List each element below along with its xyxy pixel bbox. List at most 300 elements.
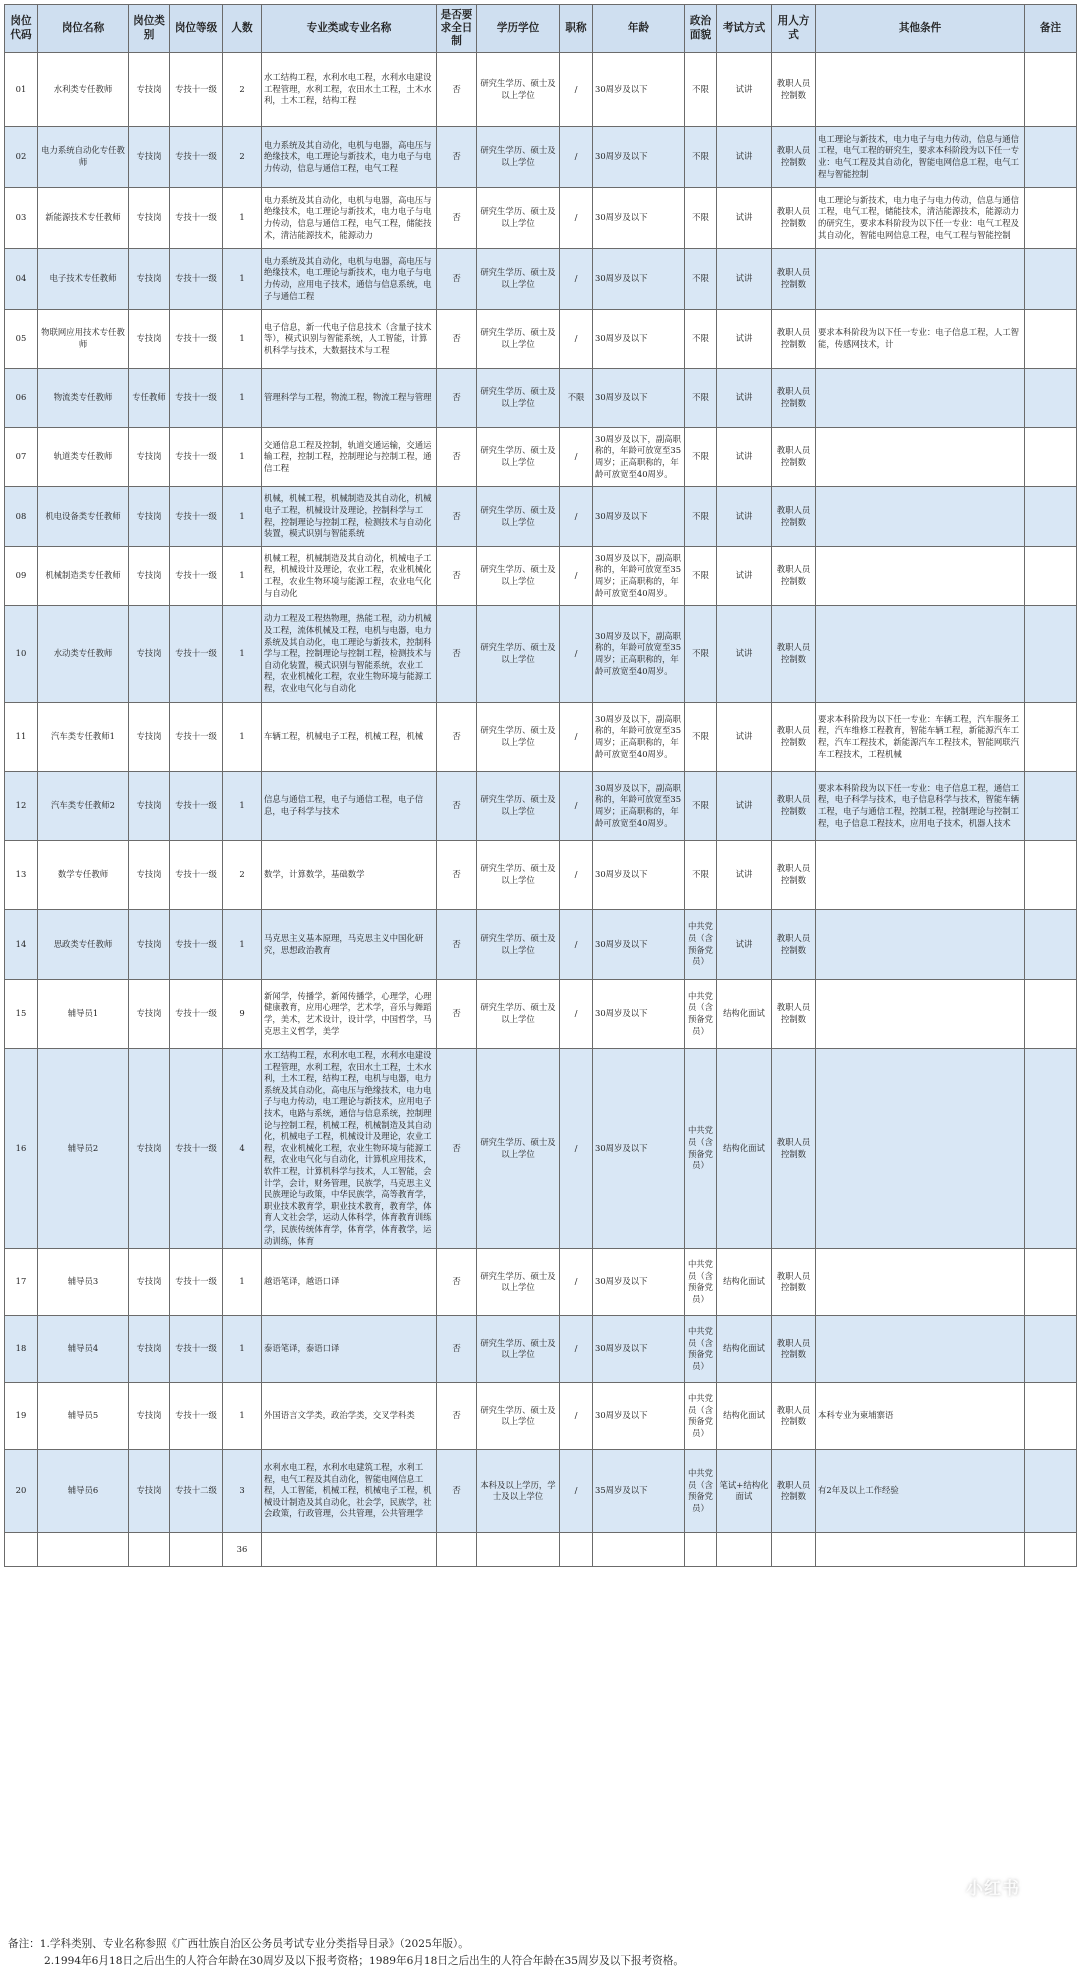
cell-other-conditions [816, 547, 1025, 606]
cell-full-time: 否 [437, 249, 477, 310]
cell-political-status: 不限 [685, 606, 717, 703]
cell-title: / [560, 1383, 593, 1450]
cell-major: 外国语言文学类，政治学类，交叉学科类 [262, 1383, 437, 1450]
cell-political-status: 不限 [685, 772, 717, 841]
table-row [5, 1316, 1077, 1383]
cell-exam-method: 试讲 [717, 127, 772, 188]
cell-headcount: 1 [223, 1249, 262, 1316]
cell-age: 30周岁及以下，副高职称的，年龄可放宽至35周岁；正高职称的，年龄可放宽至40周岁。 [593, 606, 685, 703]
cell-headcount: 1 [223, 1316, 262, 1383]
cell-education: 研究生学历、硕士及以上学位 [477, 369, 560, 428]
cell-full-time: 否 [437, 703, 477, 772]
cell-post-code: 05 [5, 310, 38, 369]
cell-full-time: 否 [437, 772, 477, 841]
cell-headcount: 1 [223, 310, 262, 369]
cell-post-code: 14 [5, 910, 38, 980]
cell-employment-method: 教职人员控制数 [772, 127, 816, 188]
cell-post-category: 专技岗 [129, 772, 170, 841]
total-empty-cell [262, 1533, 437, 1567]
cell-post-level: 专技十一级 [170, 547, 223, 606]
cell-headcount: 1 [223, 606, 262, 703]
cell-post-level: 专技十一级 [170, 310, 223, 369]
cell-headcount: 1 [223, 487, 262, 547]
cell-employment-method: 教职人员控制数 [772, 703, 816, 772]
cell-age: 30周岁及以下 [593, 1383, 685, 1450]
cell-other-conditions [816, 487, 1025, 547]
cell-post-level: 专技十一级 [170, 606, 223, 703]
cell-remarks [1025, 188, 1077, 249]
cell-employment-method: 教职人员控制数 [772, 428, 816, 487]
cell-employment-method: 教职人员控制数 [772, 1049, 816, 1249]
cell-political-status: 中共党员（含预备党员） [685, 1049, 717, 1249]
cell-political-status: 不限 [685, 547, 717, 606]
cell-employment-method: 教职人员控制数 [772, 1383, 816, 1450]
cell-title: / [560, 772, 593, 841]
header-full-time: 是否要求全日制 [437, 5, 477, 53]
cell-major: 电子信息，新一代电子信息技术（含量子技术等），模式识别与智能系统，人工智能，计算机科学与技术，大数据技术与工程 [262, 310, 437, 369]
total-empty-cell [437, 1533, 477, 1567]
total-empty-cell [685, 1533, 717, 1567]
cell-full-time: 否 [437, 980, 477, 1049]
cell-post-level: 专技十一级 [170, 1316, 223, 1383]
watermark-logo: 小红书 [966, 1879, 1020, 1899]
cell-headcount: 1 [223, 1383, 262, 1450]
cell-post-category: 专技岗 [129, 127, 170, 188]
cell-age: 30周岁及以下 [593, 841, 685, 910]
cell-post-category: 专技岗 [129, 428, 170, 487]
cell-remarks [1025, 703, 1077, 772]
cell-education: 研究生学历、硕士及以上学位 [477, 249, 560, 310]
cell-education: 研究生学历、硕士及以上学位 [477, 1316, 560, 1383]
cell-major: 水利水电工程，水利水电建筑工程，水利工程，电气工程及其自动化，智能电网信息工程，人工智能，机械工程，机械电子工程，机械设计制造及其自动化，社会学，民族学，社会政策，行政管理，公共管理，公共管理学 [262, 1450, 437, 1533]
cell-remarks [1025, 841, 1077, 910]
cell-remarks [1025, 310, 1077, 369]
cell-other-conditions [816, 249, 1025, 310]
cell-title: 不限 [560, 369, 593, 428]
cell-exam-method: 结构化面试 [717, 1049, 772, 1249]
cell-political-status: 不限 [685, 487, 717, 547]
cell-full-time: 否 [437, 428, 477, 487]
cell-education: 研究生学历、硕士及以上学位 [477, 53, 560, 127]
cell-age: 30周岁及以下，副高职称的，年龄可放宽至35周岁；正高职称的，年龄可放宽至40周岁。 [593, 703, 685, 772]
cell-age: 30周岁及以下 [593, 980, 685, 1049]
total-empty-cell [129, 1533, 170, 1567]
cell-post-level: 专技十一级 [170, 980, 223, 1049]
cell-age: 30周岁及以下，副高职称的，年龄可放宽至35周岁；正高职称的，年龄可放宽至40周岁。 [593, 772, 685, 841]
cell-post-name: 辅导员3 [38, 1249, 129, 1316]
cell-post-code: 13 [5, 841, 38, 910]
cell-post-name: 辅导员5 [38, 1383, 129, 1450]
header-post-level: 岗位等级 [170, 5, 223, 53]
cell-post-category: 专技岗 [129, 1049, 170, 1249]
cell-major: 车辆工程，机械电子工程，机械工程，机械 [262, 703, 437, 772]
cell-post-code: 11 [5, 703, 38, 772]
cell-title: / [560, 1049, 593, 1249]
cell-headcount: 1 [223, 188, 262, 249]
cell-major: 泰语笔译，泰语口译 [262, 1316, 437, 1383]
cell-education: 研究生学历、硕士及以上学位 [477, 547, 560, 606]
cell-employment-method: 教职人员控制数 [772, 1249, 816, 1316]
cell-age: 30周岁及以下，副高职称的，年龄可放宽至35周岁；正高职称的，年龄可放宽至40周岁。 [593, 428, 685, 487]
cell-other-conditions [816, 841, 1025, 910]
table-row [5, 772, 1077, 841]
cell-major: 数学，计算数学，基础数学 [262, 841, 437, 910]
cell-age: 30周岁及以下 [593, 1316, 685, 1383]
cell-exam-method: 试讲 [717, 703, 772, 772]
cell-other-conditions [816, 428, 1025, 487]
cell-headcount: 4 [223, 1049, 262, 1249]
cell-other-conditions: 要求本科阶段为以下任一专业：车辆工程，汽车服务工程，汽车维修工程教育，智能车辆工程，新能源汽车工程，汽车工程技术，新能源汽车工程技术，智能网联汽车工程技术，工程机械 [816, 703, 1025, 772]
cell-post-name: 思政类专任教师 [38, 910, 129, 980]
cell-education: 研究生学历、硕士及以上学位 [477, 772, 560, 841]
cell-post-name: 汽车类专任教师2 [38, 772, 129, 841]
table-row [5, 980, 1077, 1049]
cell-remarks [1025, 1383, 1077, 1450]
cell-post-level: 专技十一级 [170, 841, 223, 910]
header-post-category: 岗位类别 [129, 5, 170, 53]
cell-full-time: 否 [437, 53, 477, 127]
table-row [5, 841, 1077, 910]
cell-post-code: 20 [5, 1450, 38, 1533]
cell-post-category: 专技岗 [129, 310, 170, 369]
cell-employment-method: 教职人员控制数 [772, 249, 816, 310]
cell-full-time: 否 [437, 1383, 477, 1450]
cell-title: / [560, 310, 593, 369]
cell-post-category: 专技岗 [129, 249, 170, 310]
cell-headcount: 2 [223, 127, 262, 188]
cell-major: 电力系统及其自动化，电机与电器，高电压与绝缘技术，电工理论与新技术，电力电子与电力传动，信息与通信工程，电气工程，储能技术，清洁能源技术，能源动力 [262, 188, 437, 249]
cell-full-time: 否 [437, 127, 477, 188]
cell-education: 研究生学历、硕士及以上学位 [477, 910, 560, 980]
table-row [5, 428, 1077, 487]
cell-other-conditions [816, 53, 1025, 127]
cell-post-code: 18 [5, 1316, 38, 1383]
table-row [5, 1450, 1077, 1533]
cell-post-category: 专技岗 [129, 547, 170, 606]
cell-education: 研究生学历、硕士及以上学位 [477, 310, 560, 369]
cell-post-code: 02 [5, 127, 38, 188]
cell-other-conditions: 电工理论与新技术，电力电子与电力传动，信息与通信工程，电气工程，储能技术，清洁能源技术，能源动力的研究生，要求本科阶段为以下任一专业：电气工程及其自动化，智能电网信息工程，电气工程与智能控制 [816, 188, 1025, 249]
cell-political-status: 不限 [685, 127, 717, 188]
cell-post-level: 专技十一级 [170, 1383, 223, 1450]
cell-post-code: 04 [5, 249, 38, 310]
cell-post-level: 专技十一级 [170, 703, 223, 772]
cell-post-name: 辅导员4 [38, 1316, 129, 1383]
cell-post-code: 16 [5, 1049, 38, 1249]
cell-employment-method: 教职人员控制数 [772, 606, 816, 703]
cell-exam-method: 试讲 [717, 487, 772, 547]
cell-other-conditions [816, 1249, 1025, 1316]
cell-post-name: 水动类专任教师 [38, 606, 129, 703]
total-empty-cell [816, 1533, 1025, 1567]
cell-remarks [1025, 1249, 1077, 1316]
cell-post-name: 轨道类专任教师 [38, 428, 129, 487]
cell-post-category: 专技岗 [129, 980, 170, 1049]
cell-education: 研究生学历、硕士及以上学位 [477, 1049, 560, 1249]
cell-full-time: 否 [437, 1450, 477, 1533]
header-post-name: 岗位名称 [38, 5, 129, 53]
footnote-2: 2.1994年6月18日之后出生的人符合年龄在30周岁及以下报考资格；1989年6月18日之后出生的人符合年龄在35周岁及以下报考资格。 [44, 1955, 684, 1967]
cell-major: 水工结构工程，水利水电工程，水利水电建设工程管理，水利工程，农田水土工程，土木水利，土木工程，结构工程，电机与电器，电力系统及其自动化，高电压与绝缘技术，电力电子与电力传动，电工理论与新技术，应用电子技术，电路与系统，通信与信息系统，控制理论与控制工程，机械工程，机械制造及其自动化，机械电子工程，机械设计及理论，农业工程，农业机械化工程，农业生物环境与能源工程，农业电气化与自动化，计算机应用技术，软件工程，计算机科学与技术，人工智能，会计学，会计，财务管理，民族学，马克思主义民族理论与政策，中华民族学，高等教育学，职业技术教育学，职业技术教育，教育学，体育人文社会学，运动人体科学，体育教育训练学，民族传统体育学，体育学，体育教学，运动训练，体育 [262, 1049, 437, 1249]
cell-title: / [560, 841, 593, 910]
total-empty-cell [5, 1533, 38, 1567]
cell-exam-method: 试讲 [717, 606, 772, 703]
cell-post-name: 数学专任教师 [38, 841, 129, 910]
cell-remarks [1025, 428, 1077, 487]
cell-full-time: 否 [437, 487, 477, 547]
cell-title: / [560, 428, 593, 487]
cell-other-conditions [816, 980, 1025, 1049]
header-age: 年龄 [593, 5, 685, 53]
cell-post-category: 专技岗 [129, 841, 170, 910]
cell-post-category: 专技岗 [129, 53, 170, 127]
cell-age: 30周岁及以下 [593, 188, 685, 249]
total-row [5, 1533, 1077, 1567]
cell-education: 研究生学历、硕士及以上学位 [477, 980, 560, 1049]
cell-post-code: 12 [5, 772, 38, 841]
cell-other-conditions: 要求本科阶段为以下任一专业：电子信息工程，人工智能，传感网技术，计 [816, 310, 1025, 369]
cell-other-conditions: 要求本科阶段为以下任一专业：电子信息工程，通信工程，电子科学与技术，电子信息科学与技术，智能车辆工程，电子与通信工程，控制工程，控制理论与控制工程，电子信息工程技术，应用电子技术，机器人技术 [816, 772, 1025, 841]
cell-exam-method: 试讲 [717, 772, 772, 841]
total-headcount: 36 [223, 1533, 262, 1567]
cell-full-time: 否 [437, 1049, 477, 1249]
cell-post-name: 电子技术专任教师 [38, 249, 129, 310]
cell-title: / [560, 487, 593, 547]
cell-other-conditions: 有2年及以上工作经验 [816, 1450, 1025, 1533]
cell-post-level: 专技十一级 [170, 53, 223, 127]
cell-post-level: 专技十一级 [170, 772, 223, 841]
header-other-conditions: 其他条件 [816, 5, 1025, 53]
cell-exam-method: 试讲 [717, 188, 772, 249]
cell-major: 机械工程，机械制造及其自动化，机械电子工程，机械设计及理论，农业工程，农业机械化工程，农业生物环境与能源工程，农业电气化与自动化 [262, 547, 437, 606]
cell-headcount: 1 [223, 547, 262, 606]
cell-post-code: 08 [5, 487, 38, 547]
cell-age: 30周岁及以下 [593, 1249, 685, 1316]
cell-post-name: 水利类专任教师 [38, 53, 129, 127]
cell-post-code: 01 [5, 53, 38, 127]
cell-major: 动力工程及工程热物理，热能工程，动力机械及工程，流体机械及工程，电机与电器，电力系统及其自动化，电工理论与新技术，控制科学与工程，控制理论与控制工程，检测技术与自动化装置，模式识别与智能系统，农业工程，农业机械化工程，农业生物环境与能源工程，农业电气化与自动化 [262, 606, 437, 703]
cell-headcount: 1 [223, 428, 262, 487]
cell-political-status: 中共党员（含预备党员） [685, 980, 717, 1049]
header-political-status: 政治面貌 [685, 5, 717, 53]
footnotes [8, 1936, 1072, 1970]
header-education: 学历学位 [477, 5, 560, 53]
cell-full-time: 否 [437, 547, 477, 606]
cell-title: / [560, 547, 593, 606]
cell-political-status: 不限 [685, 428, 717, 487]
cell-post-category: 专技岗 [129, 1249, 170, 1316]
cell-post-name: 机械制造类专任教师 [38, 547, 129, 606]
cell-political-status: 中共党员（含预备党员） [685, 1316, 717, 1383]
cell-exam-method: 笔试+结构化面试 [717, 1450, 772, 1533]
cell-age: 30周岁及以下 [593, 369, 685, 428]
total-empty-cell [170, 1533, 223, 1567]
cell-post-level: 专技十一级 [170, 1049, 223, 1249]
cell-education: 研究生学历、硕士及以上学位 [477, 606, 560, 703]
cell-full-time: 否 [437, 1249, 477, 1316]
cell-full-time: 否 [437, 910, 477, 980]
total-empty-cell [593, 1533, 685, 1567]
cell-major: 新闻学，传播学，新闻传播学，心理学，心理健康教育，应用心理学，艺术学，音乐与舞蹈学，美术，艺术设计，设计学，中国哲学，马克思主义哲学，美学 [262, 980, 437, 1049]
cell-title: / [560, 188, 593, 249]
table-row [5, 1049, 1077, 1249]
cell-post-name: 物流类专任教师 [38, 369, 129, 428]
cell-exam-method: 试讲 [717, 369, 772, 428]
cell-remarks [1025, 369, 1077, 428]
cell-headcount: 2 [223, 841, 262, 910]
cell-other-conditions: 电工理论与新技术，电力电子与电力传动，信息与通信工程，电气工程的研究生，要求本科阶段为以下任一专业：电气工程及其自动化，智能电网信息工程，电气工程与智能控制 [816, 127, 1025, 188]
cell-exam-method: 试讲 [717, 53, 772, 127]
cell-major: 马克思主义基本原理，马克思主义中国化研究，思想政治教育 [262, 910, 437, 980]
cell-age: 30周岁及以下 [593, 310, 685, 369]
cell-post-name: 新能源技术专任教师 [38, 188, 129, 249]
cell-major: 水工结构工程，水利水电工程，水利水电建设工程管理，水利工程，农田水土工程，土木水利，土木工程，结构工程 [262, 53, 437, 127]
table-header-row [5, 5, 1077, 53]
cell-title: / [560, 1316, 593, 1383]
total-empty-cell [477, 1533, 560, 1567]
table-row [5, 188, 1077, 249]
header-post-code: 岗位代码 [5, 5, 38, 53]
cell-remarks [1025, 910, 1077, 980]
cell-post-code: 17 [5, 1249, 38, 1316]
cell-post-level: 专技十一级 [170, 428, 223, 487]
header-headcount: 人数 [223, 5, 262, 53]
cell-headcount: 1 [223, 369, 262, 428]
cell-full-time: 否 [437, 188, 477, 249]
cell-exam-method: 试讲 [717, 547, 772, 606]
cell-other-conditions [816, 1049, 1025, 1249]
cell-political-status: 不限 [685, 369, 717, 428]
cell-post-category: 专技岗 [129, 1383, 170, 1450]
cell-post-code: 09 [5, 547, 38, 606]
table-row [5, 310, 1077, 369]
cell-employment-method: 教职人员控制数 [772, 841, 816, 910]
cell-age: 35周岁及以下 [593, 1450, 685, 1533]
cell-title: / [560, 249, 593, 310]
cell-post-level: 专技十一级 [170, 487, 223, 547]
cell-political-status: 不限 [685, 188, 717, 249]
cell-employment-method: 教职人员控制数 [772, 980, 816, 1049]
cell-full-time: 否 [437, 369, 477, 428]
cell-age: 30周岁及以下 [593, 1049, 685, 1249]
cell-major: 交通信息工程及控制，轨道交通运输，交通运输工程，控制工程，控制理论与控制工程，通信工程 [262, 428, 437, 487]
cell-education: 本科及以上学历，学士及以上学位 [477, 1450, 560, 1533]
cell-post-category: 专技岗 [129, 487, 170, 547]
cell-post-code: 19 [5, 1383, 38, 1450]
cell-major: 信息与通信工程，电子与通信工程，电子信息，电子科学与技术 [262, 772, 437, 841]
cell-political-status: 中共党员（含预备党员） [685, 910, 717, 980]
cell-remarks [1025, 606, 1077, 703]
cell-major: 电力系统及其自动化，电机与电器，高电压与绝缘技术，电工理论与新技术，电力电子与电力传动，应用电子技术，通信与信息系统，电子与通信工程 [262, 249, 437, 310]
header-title: 职称 [560, 5, 593, 53]
cell-post-category: 专任教师 [129, 369, 170, 428]
cell-political-status: 不限 [685, 249, 717, 310]
cell-exam-method: 试讲 [717, 249, 772, 310]
cell-post-code: 10 [5, 606, 38, 703]
cell-employment-method: 教职人员控制数 [772, 487, 816, 547]
cell-age: 30周岁及以下 [593, 249, 685, 310]
total-empty-cell [772, 1533, 816, 1567]
cell-full-time: 否 [437, 310, 477, 369]
cell-age: 30周岁及以下 [593, 487, 685, 547]
cell-post-name: 物联网应用技术专任教师 [38, 310, 129, 369]
cell-age: 30周岁及以下 [593, 53, 685, 127]
cell-post-code: 06 [5, 369, 38, 428]
table-row [5, 1383, 1077, 1450]
table-row [5, 1249, 1077, 1316]
cell-full-time: 否 [437, 1316, 477, 1383]
footnote-1: 备注：1.学科类别、专业名称参照《广西壮族自治区公务员考试专业分类指导目录》（2025年版）。 [8, 1938, 469, 1950]
cell-post-category: 专技岗 [129, 1450, 170, 1533]
recruitment-table [4, 4, 1077, 1567]
cell-age: 30周岁及以下 [593, 127, 685, 188]
cell-post-category: 专技岗 [129, 188, 170, 249]
cell-title: / [560, 606, 593, 703]
cell-headcount: 9 [223, 980, 262, 1049]
cell-post-category: 专技岗 [129, 1316, 170, 1383]
cell-major: 电力系统及其自动化，电机与电器，高电压与绝缘技术，电工理论与新技术，电力电子与电力传动，信息与通信工程，电气工程 [262, 127, 437, 188]
cell-post-code: 07 [5, 428, 38, 487]
cell-headcount: 1 [223, 772, 262, 841]
header-remarks: 备注 [1025, 5, 1077, 53]
table-row [5, 910, 1077, 980]
cell-exam-method: 结构化面试 [717, 1249, 772, 1316]
cell-post-level: 专技十一级 [170, 249, 223, 310]
cell-exam-method: 结构化面试 [717, 1316, 772, 1383]
cell-post-code: 15 [5, 980, 38, 1049]
cell-post-category: 专技岗 [129, 606, 170, 703]
cell-education: 研究生学历、硕士及以上学位 [477, 841, 560, 910]
cell-headcount: 3 [223, 1450, 262, 1533]
cell-political-status: 中共党员（含预备党员） [685, 1383, 717, 1450]
cell-other-conditions [816, 606, 1025, 703]
total-empty-cell [560, 1533, 593, 1567]
cell-title: / [560, 1249, 593, 1316]
table-row [5, 547, 1077, 606]
cell-remarks [1025, 1049, 1077, 1249]
table-row [5, 606, 1077, 703]
cell-political-status: 不限 [685, 703, 717, 772]
cell-post-level: 专技十一级 [170, 369, 223, 428]
cell-remarks [1025, 980, 1077, 1049]
cell-post-name: 辅导员6 [38, 1450, 129, 1533]
cell-employment-method: 教职人员控制数 [772, 547, 816, 606]
cell-title: / [560, 980, 593, 1049]
cell-full-time: 否 [437, 606, 477, 703]
cell-education: 研究生学历、硕士及以上学位 [477, 428, 560, 487]
cell-post-level: 专技十一级 [170, 1249, 223, 1316]
cell-other-conditions [816, 910, 1025, 980]
cell-remarks [1025, 249, 1077, 310]
cell-title: / [560, 127, 593, 188]
cell-education: 研究生学历、硕士及以上学位 [477, 703, 560, 772]
table-row [5, 53, 1077, 127]
cell-education: 研究生学历、硕士及以上学位 [477, 1249, 560, 1316]
cell-employment-method: 教职人员控制数 [772, 188, 816, 249]
cell-age: 30周岁及以下，副高职称的，年龄可放宽至35周岁；正高职称的，年龄可放宽至40周岁。 [593, 547, 685, 606]
cell-education: 研究生学历、硕士及以上学位 [477, 188, 560, 249]
cell-headcount: 2 [223, 53, 262, 127]
cell-remarks [1025, 1316, 1077, 1383]
cell-remarks [1025, 487, 1077, 547]
table-row [5, 249, 1077, 310]
header-major: 专业类或专业名称 [262, 5, 437, 53]
total-empty-cell [717, 1533, 772, 1567]
cell-major: 机械，机械工程，机械制造及其自动化，机械电子工程，机械设计及理论，控制科学与工程，控制理论与控制工程，检测技术与自动化装置，模式识别与智能系统 [262, 487, 437, 547]
cell-political-status: 中共党员（含预备党员） [685, 1249, 717, 1316]
cell-employment-method: 教职人员控制数 [772, 1316, 816, 1383]
cell-title: / [560, 703, 593, 772]
